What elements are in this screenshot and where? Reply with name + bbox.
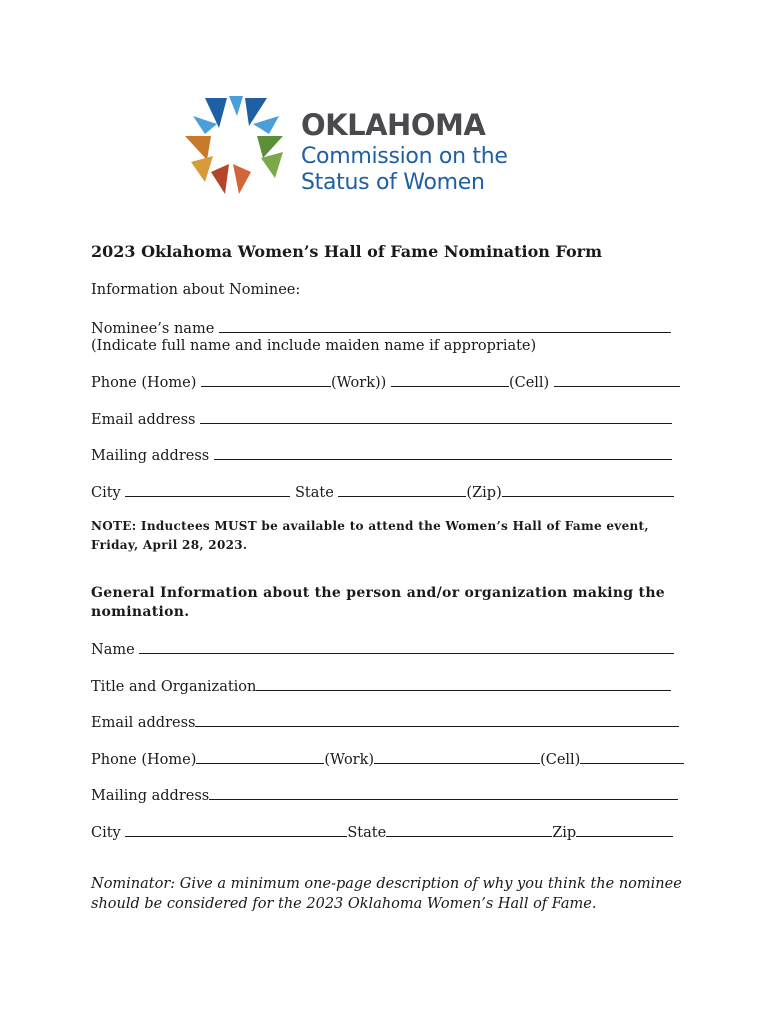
nominee-mailing-row	[91, 444, 672, 464]
nominator-phone-row	[91, 748, 684, 768]
nominee-phone-row	[91, 371, 680, 391]
phone2-home-field[interactable]	[196, 748, 324, 764]
city-label: City	[91, 485, 121, 501]
city2-field[interactable]	[125, 821, 347, 837]
state-label: State	[294, 485, 334, 501]
email2-label: Email address	[91, 715, 196, 731]
nominee-name-hint: (Indicate full name and include maiden name if appropriate)	[91, 338, 537, 354]
state-field[interactable]	[338, 481, 466, 497]
phone2-home-label: Phone (Home)	[91, 752, 197, 768]
nominator-city-row	[91, 821, 673, 841]
logo-subtitle-line1: Commission on the	[301, 144, 508, 169]
commission-logo	[183, 94, 563, 198]
title-org-label: Title and Organization	[91, 679, 257, 695]
nominee-name-label: Nominee’s name	[91, 321, 215, 337]
phone-work-field[interactable]	[391, 371, 509, 387]
name-field[interactable]	[139, 638, 674, 654]
title-org-row	[91, 675, 671, 695]
mailing-field[interactable]	[214, 444, 672, 460]
zip2-label: Zip	[552, 825, 577, 841]
nominator-mailing-row	[91, 784, 678, 804]
phone-home-label: Phone (Home)	[91, 375, 197, 391]
nominator-email-row	[91, 711, 679, 731]
phone2-work-label: (Work)	[324, 752, 375, 768]
logo-subtitle-line2: Status of Women	[301, 170, 485, 195]
state2-field[interactable]	[386, 821, 552, 837]
zip-field[interactable]	[502, 481, 674, 497]
mailing-label: Mailing address	[91, 448, 210, 464]
mailing2-label: Mailing address	[91, 788, 210, 804]
phone-cell-field[interactable]	[554, 371, 680, 387]
name-label: Name	[91, 642, 135, 658]
star-logo-icon	[183, 94, 293, 198]
nominee-section-header: Information about Nominee:	[91, 282, 301, 298]
phone2-cell-field[interactable]	[580, 748, 684, 764]
city2-label: City	[91, 825, 121, 841]
nominee-city-row	[91, 481, 674, 501]
zip2-field[interactable]	[576, 821, 673, 837]
phone-work-label: (Work))	[330, 375, 387, 391]
phone2-cell-label: (Cell)	[540, 752, 581, 768]
title-org-field[interactable]	[256, 675, 671, 691]
phone2-work-field[interactable]	[374, 748, 540, 764]
nominee-name-row	[91, 317, 671, 337]
nominee-name-field[interactable]	[219, 317, 671, 333]
state2-label: State	[347, 825, 387, 841]
email-label: Email address	[91, 412, 196, 428]
nominator-section-header: General Information about the person and/or organization making the nomination.	[91, 585, 666, 620]
nominator-name-row	[91, 638, 674, 658]
mailing2-field[interactable]	[209, 784, 678, 800]
city-field[interactable]	[125, 481, 290, 497]
event-note: NOTE: Inductees MUST be available to attend the Women’s Hall of Fame event, Friday, April 28, 2023.	[91, 519, 649, 552]
phone-cell-label: (Cell)	[508, 375, 550, 391]
email-field[interactable]	[200, 408, 672, 424]
email2-field[interactable]	[195, 711, 679, 727]
nominee-email-row	[91, 408, 672, 428]
nominator-instructions: Nominator: Give a minimum one-page description of why you think the nominee should be considered for the 2023 Oklahoma Women’s Hall of Fame.	[91, 876, 682, 912]
logo-wordmark: OKLAHOMA	[301, 108, 486, 142]
phone-home-field[interactable]	[201, 371, 331, 387]
zip-label: (Zip)	[466, 485, 502, 501]
form-title: 2023 Oklahoma Women’s Hall of Fame Nomination Form	[91, 242, 602, 261]
